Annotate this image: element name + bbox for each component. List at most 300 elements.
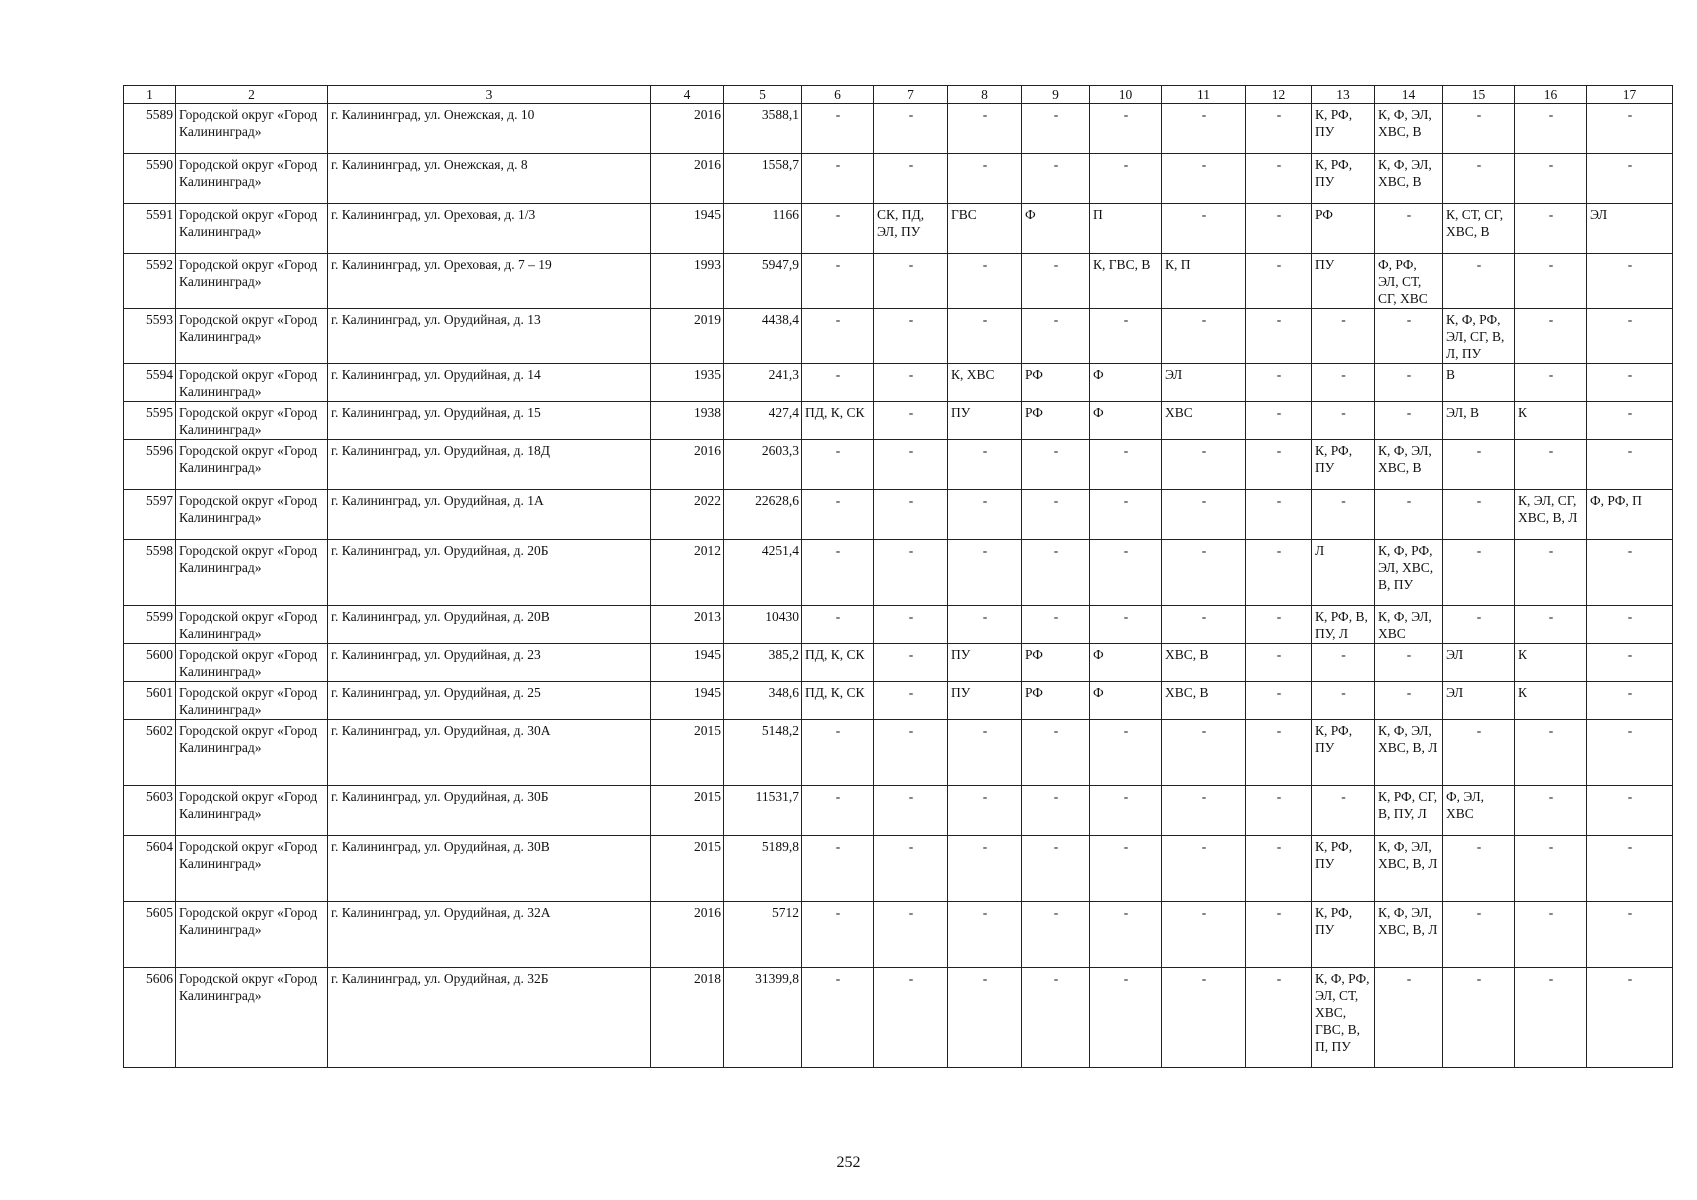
table-row	[124, 309, 1673, 364]
table-row	[124, 720, 1673, 786]
column-number-header: 7	[874, 86, 948, 104]
table-cell-col-3: г. Калининград, ул. Ореховая, д. 1/3	[328, 204, 651, 254]
table-row	[124, 154, 1673, 204]
column-number-header: 16	[1515, 86, 1587, 104]
table-cell-col-17: -	[1587, 402, 1673, 440]
table-cell-col-7: -	[874, 902, 948, 968]
table-cell-col-15: К, СТ, СГ, ХВС, В	[1443, 204, 1515, 254]
table-cell-col-10: Ф	[1090, 682, 1162, 720]
table-cell-col-7: СК, ПД, ЭЛ, ПУ	[874, 204, 948, 254]
table-cell-col-10: Ф	[1090, 364, 1162, 402]
table-cell-col-9: -	[1022, 254, 1090, 309]
table-cell-col-11: -	[1162, 606, 1246, 644]
table-cell-col-13: К, РФ, ПУ	[1312, 104, 1375, 154]
table-cell-col-17: -	[1587, 606, 1673, 644]
table-cell-col-13: К, РФ, ПУ	[1312, 836, 1375, 902]
table-cell-col-12: -	[1246, 786, 1312, 836]
table-cell-col-3: г. Калининград, ул. Орудийная, д. 14	[328, 364, 651, 402]
table-cell-col-15: -	[1443, 836, 1515, 902]
table-cell-col-7: -	[874, 644, 948, 682]
table-cell-col-3: г. Калининград, ул. Орудийная, д. 18Д	[328, 440, 651, 490]
table-cell-col-4: 2015	[651, 786, 724, 836]
table-cell-col-8: -	[948, 104, 1022, 154]
table-cell-col-1: 5597	[124, 490, 176, 540]
table-cell-col-8: ПУ	[948, 682, 1022, 720]
table-cell-col-2: Городской округ «Город Калининград»	[176, 254, 328, 309]
table-cell-col-14: -	[1375, 644, 1443, 682]
table-cell-col-15: -	[1443, 902, 1515, 968]
table-cell-col-10: -	[1090, 104, 1162, 154]
table-cell-col-11: ХВС	[1162, 402, 1246, 440]
table-cell-col-16: К	[1515, 644, 1587, 682]
table-cell-col-6: -	[802, 902, 874, 968]
table-cell-col-7: -	[874, 606, 948, 644]
table-cell-col-12: -	[1246, 606, 1312, 644]
table-cell-col-1: 5590	[124, 154, 176, 204]
table-row	[124, 104, 1673, 154]
table-cell-col-16: -	[1515, 364, 1587, 402]
table-row	[124, 364, 1673, 402]
table-cell-col-8: -	[948, 540, 1022, 606]
table-cell-col-2: Городской округ «Город Калининград»	[176, 720, 328, 786]
table-cell-col-14: К, Ф, ЭЛ, ХВС	[1375, 606, 1443, 644]
table-cell-col-10: -	[1090, 490, 1162, 540]
table-cell-col-13: К, РФ, ПУ	[1312, 440, 1375, 490]
table-cell-col-6: -	[802, 786, 874, 836]
table-cell-col-6: -	[802, 204, 874, 254]
table-cell-col-1: 5596	[124, 440, 176, 490]
table-cell-col-14: К, Ф, ЭЛ, ХВС, В	[1375, 104, 1443, 154]
table-cell-col-12: -	[1246, 204, 1312, 254]
table-cell-col-2: Городской округ «Город Калининград»	[176, 606, 328, 644]
table-cell-col-1: 5593	[124, 309, 176, 364]
table-row	[124, 540, 1673, 606]
table-cell-col-11: -	[1162, 309, 1246, 364]
table-cell-col-12: -	[1246, 402, 1312, 440]
table-cell-col-8: -	[948, 968, 1022, 1068]
table-cell-col-3: г. Калининград, ул. Онежская, д. 10	[328, 104, 651, 154]
table-cell-col-17: -	[1587, 104, 1673, 154]
table-cell-col-13: К, РФ, ПУ	[1312, 154, 1375, 204]
table-cell-col-6: -	[802, 606, 874, 644]
table-cell-col-4: 2019	[651, 309, 724, 364]
table-cell-col-16: К	[1515, 682, 1587, 720]
table-cell-col-16: -	[1515, 440, 1587, 490]
table-cell-col-9: РФ	[1022, 402, 1090, 440]
table-cell-col-8: -	[948, 720, 1022, 786]
table-cell-col-2: Городской округ «Город Калининград»	[176, 644, 328, 682]
table-cell-col-2: Городской округ «Город Калининград»	[176, 204, 328, 254]
table-cell-col-17: -	[1587, 440, 1673, 490]
table-cell-col-7: -	[874, 540, 948, 606]
table-cell-col-15: К, Ф, РФ, ЭЛ, СГ, В, Л, ПУ	[1443, 309, 1515, 364]
housing-register-table	[123, 85, 1673, 1068]
table-cell-col-13: -	[1312, 644, 1375, 682]
table-cell-col-14: -	[1375, 490, 1443, 540]
table-cell-col-1: 5599	[124, 606, 176, 644]
table-cell-col-12: -	[1246, 490, 1312, 540]
table-cell-col-17: -	[1587, 254, 1673, 309]
table-cell-col-16: -	[1515, 606, 1587, 644]
table-cell-col-15: ЭЛ	[1443, 682, 1515, 720]
table-cell-col-16: -	[1515, 836, 1587, 902]
table-cell-col-12: -	[1246, 309, 1312, 364]
table-cell-col-9: -	[1022, 836, 1090, 902]
table-cell-col-3: г. Калининград, ул. Онежская, д. 8	[328, 154, 651, 204]
table-cell-col-15: -	[1443, 720, 1515, 786]
table-cell-col-9: -	[1022, 606, 1090, 644]
table-cell-col-1: 5595	[124, 402, 176, 440]
table-cell-col-16: -	[1515, 968, 1587, 1068]
table-cell-col-7: -	[874, 309, 948, 364]
table-cell-col-16: -	[1515, 309, 1587, 364]
table-cell-col-11: -	[1162, 490, 1246, 540]
table-cell-col-4: 1945	[651, 204, 724, 254]
table-cell-col-3: г. Калининград, ул. Орудийная, д. 20Б	[328, 540, 651, 606]
column-number-header: 2	[176, 86, 328, 104]
table-cell-col-8: -	[948, 490, 1022, 540]
column-number-header: 6	[802, 86, 874, 104]
table-cell-col-14: К, Ф, ЭЛ, ХВС, В, Л	[1375, 720, 1443, 786]
table-cell-col-12: -	[1246, 968, 1312, 1068]
table-cell-col-13: К, РФ, ПУ	[1312, 902, 1375, 968]
table-cell-col-13: -	[1312, 309, 1375, 364]
table-cell-col-17: -	[1587, 836, 1673, 902]
table-cell-col-17: -	[1587, 682, 1673, 720]
table-cell-col-10: -	[1090, 154, 1162, 204]
table-row	[124, 682, 1673, 720]
page-number: 252	[836, 1154, 861, 1171]
table-cell-col-7: -	[874, 154, 948, 204]
table-body	[124, 104, 1673, 1068]
table-cell-col-17: -	[1587, 154, 1673, 204]
table-cell-col-1: 5600	[124, 644, 176, 682]
table-cell-col-1: 5589	[124, 104, 176, 154]
table-cell-col-17: -	[1587, 720, 1673, 786]
table-cell-col-14: -	[1375, 204, 1443, 254]
table-cell-col-12: -	[1246, 364, 1312, 402]
table-cell-col-10: Ф	[1090, 644, 1162, 682]
table-cell-col-12: -	[1246, 104, 1312, 154]
table-cell-col-9: РФ	[1022, 364, 1090, 402]
table-cell-col-5: 5189,8	[724, 836, 802, 902]
table-cell-col-10: -	[1090, 786, 1162, 836]
table-cell-col-14: К, Ф, ЭЛ, ХВС, В, Л	[1375, 902, 1443, 968]
table-cell-col-9: -	[1022, 968, 1090, 1068]
table-cell-col-11: -	[1162, 786, 1246, 836]
table-cell-col-4: 2016	[651, 902, 724, 968]
table-cell-col-16: -	[1515, 254, 1587, 309]
table-cell-col-2: Городской округ «Город Калининград»	[176, 836, 328, 902]
table-row	[124, 254, 1673, 309]
table-cell-col-11: -	[1162, 540, 1246, 606]
table-cell-col-12: -	[1246, 154, 1312, 204]
table-cell-col-3: г. Калининград, ул. Орудийная, д. 15	[328, 402, 651, 440]
table-row	[124, 204, 1673, 254]
table-cell-col-2: Городской округ «Город Калининград»	[176, 540, 328, 606]
table-cell-col-9: -	[1022, 440, 1090, 490]
table-cell-col-7: -	[874, 364, 948, 402]
table-cell-col-9: Ф	[1022, 204, 1090, 254]
table-cell-col-5: 31399,8	[724, 968, 802, 1068]
table-cell-col-10: К, ГВС, В	[1090, 254, 1162, 309]
table-cell-col-2: Городской округ «Город Калининград»	[176, 309, 328, 364]
table-cell-col-12: -	[1246, 540, 1312, 606]
table-cell-col-2: Городской округ «Город Калининград»	[176, 786, 328, 836]
column-number-header: 10	[1090, 86, 1162, 104]
table-cell-col-2: Городской округ «Город Калининград»	[176, 402, 328, 440]
table-cell-col-1: 5598	[124, 540, 176, 606]
table-cell-col-16: К, ЭЛ, СГ, ХВС, В, Л	[1515, 490, 1587, 540]
table-cell-col-1: 5604	[124, 836, 176, 902]
table-cell-col-7: -	[874, 720, 948, 786]
table-cell-col-1: 5606	[124, 968, 176, 1068]
table-cell-col-17: Ф, РФ, П	[1587, 490, 1673, 540]
table-cell-col-1: 5592	[124, 254, 176, 309]
table-cell-col-17: -	[1587, 309, 1673, 364]
table-cell-col-14: К, Ф, РФ, ЭЛ, ХВС, В, ПУ	[1375, 540, 1443, 606]
table-cell-col-7: -	[874, 402, 948, 440]
table-cell-col-13: К, РФ, В, ПУ, Л	[1312, 606, 1375, 644]
table-cell-col-3: г. Калининград, ул. Орудийная, д. 30В	[328, 836, 651, 902]
table-row	[124, 968, 1673, 1068]
table-cell-col-16: -	[1515, 204, 1587, 254]
table-cell-col-7: -	[874, 682, 948, 720]
table-cell-col-6: -	[802, 720, 874, 786]
table-cell-col-6: ПД, К, СК	[802, 402, 874, 440]
table-cell-col-8: -	[948, 254, 1022, 309]
table-cell-col-14: К, Ф, ЭЛ, ХВС, В, Л	[1375, 836, 1443, 902]
table-cell-col-16: -	[1515, 540, 1587, 606]
table-cell-col-5: 10430	[724, 606, 802, 644]
table-cell-col-9: -	[1022, 902, 1090, 968]
table-cell-col-2: Городской округ «Город Калининград»	[176, 490, 328, 540]
table-row	[124, 606, 1673, 644]
table-cell-col-17: -	[1587, 786, 1673, 836]
table-cell-col-15: В	[1443, 364, 1515, 402]
table-cell-col-8: -	[948, 440, 1022, 490]
table-cell-col-7: -	[874, 490, 948, 540]
table-cell-col-5: 241,3	[724, 364, 802, 402]
table-cell-col-5: 5947,9	[724, 254, 802, 309]
table-cell-col-7: -	[874, 440, 948, 490]
table-cell-col-6: -	[802, 540, 874, 606]
table-cell-col-17: ЭЛ	[1587, 204, 1673, 254]
table-cell-col-17: -	[1587, 902, 1673, 968]
table-cell-col-7: -	[874, 968, 948, 1068]
table-cell-col-7: -	[874, 786, 948, 836]
table-cell-col-1: 5594	[124, 364, 176, 402]
table-cell-col-11: К, П	[1162, 254, 1246, 309]
table-cell-col-15: -	[1443, 968, 1515, 1068]
column-number-header: 13	[1312, 86, 1375, 104]
table-cell-col-5: 385,2	[724, 644, 802, 682]
table-cell-col-10: -	[1090, 720, 1162, 786]
table-cell-col-1: 5591	[124, 204, 176, 254]
table-cell-col-16: -	[1515, 786, 1587, 836]
table-cell-col-14: -	[1375, 364, 1443, 402]
table-cell-col-3: г. Калининград, ул. Орудийная, д. 30Б	[328, 786, 651, 836]
table-cell-col-13: -	[1312, 490, 1375, 540]
table-cell-col-17: -	[1587, 968, 1673, 1068]
table-cell-col-15: -	[1443, 104, 1515, 154]
table-cell-col-5: 1558,7	[724, 154, 802, 204]
table-cell-col-5: 1166	[724, 204, 802, 254]
table-cell-col-1: 5602	[124, 720, 176, 786]
column-number-header: 8	[948, 86, 1022, 104]
table-cell-col-3: г. Калининград, ул. Орудийная, д. 32А	[328, 902, 651, 968]
table-cell-col-9: -	[1022, 720, 1090, 786]
table-cell-col-7: -	[874, 836, 948, 902]
column-number-header: 3	[328, 86, 651, 104]
table-cell-col-6: -	[802, 154, 874, 204]
table-cell-col-4: 1993	[651, 254, 724, 309]
table-cell-col-15: -	[1443, 540, 1515, 606]
table-cell-col-7: -	[874, 104, 948, 154]
table-cell-col-5: 5148,2	[724, 720, 802, 786]
table-cell-col-13: К, Ф, РФ, ЭЛ, СТ, ХВС, ГВС, В, П, ПУ	[1312, 968, 1375, 1068]
table-cell-col-15: ЭЛ, В	[1443, 402, 1515, 440]
table-cell-col-15: -	[1443, 440, 1515, 490]
table-cell-col-2: Городской округ «Город Калининград»	[176, 440, 328, 490]
table-cell-col-8: ГВС	[948, 204, 1022, 254]
table-cell-col-3: г. Калининград, ул. Орудийная, д. 30А	[328, 720, 651, 786]
table-cell-col-5: 4251,4	[724, 540, 802, 606]
table-cell-col-8: -	[948, 902, 1022, 968]
table-cell-col-14: К, Ф, ЭЛ, ХВС, В	[1375, 440, 1443, 490]
table-cell-col-4: 1938	[651, 402, 724, 440]
table-cell-col-9: -	[1022, 540, 1090, 606]
table-cell-col-2: Городской округ «Город Калининград»	[176, 968, 328, 1068]
table-cell-col-1: 5601	[124, 682, 176, 720]
table-cell-col-9: -	[1022, 309, 1090, 364]
table-cell-col-13: -	[1312, 364, 1375, 402]
table-cell-col-8: -	[948, 309, 1022, 364]
column-number-header: 1	[124, 86, 176, 104]
table-cell-col-10: -	[1090, 836, 1162, 902]
table-cell-col-12: -	[1246, 682, 1312, 720]
table-cell-col-14: Ф, РФ, ЭЛ, СТ, СГ, ХВС	[1375, 254, 1443, 309]
table-cell-col-11: ХВС, В	[1162, 682, 1246, 720]
table-cell-col-12: -	[1246, 720, 1312, 786]
table-cell-col-2: Городской округ «Город Калининград»	[176, 682, 328, 720]
table-cell-col-3: г. Калининград, ул. Орудийная, д. 20В	[328, 606, 651, 644]
table-cell-col-11: -	[1162, 836, 1246, 902]
table-cell-col-4: 2012	[651, 540, 724, 606]
table-cell-col-14: -	[1375, 402, 1443, 440]
table-cell-col-8: -	[948, 836, 1022, 902]
column-number-header: 9	[1022, 86, 1090, 104]
table-cell-col-5: 4438,4	[724, 309, 802, 364]
table-cell-col-11: -	[1162, 968, 1246, 1068]
table-row	[124, 644, 1673, 682]
table-cell-col-5: 22628,6	[724, 490, 802, 540]
table-cell-col-2: Городской округ «Город Калининград»	[176, 364, 328, 402]
table-cell-col-8: К, ХВС	[948, 364, 1022, 402]
table-cell-col-9: РФ	[1022, 682, 1090, 720]
table-cell-col-2: Городской округ «Город Калининград»	[176, 902, 328, 968]
table-cell-col-13: -	[1312, 402, 1375, 440]
table-cell-col-6: -	[802, 309, 874, 364]
table-cell-col-8: -	[948, 606, 1022, 644]
table-cell-col-2: Городской округ «Город Калининград»	[176, 104, 328, 154]
table-cell-col-16: -	[1515, 104, 1587, 154]
table-cell-col-17: -	[1587, 644, 1673, 682]
table-cell-col-16: -	[1515, 902, 1587, 968]
table-row	[124, 490, 1673, 540]
table-cell-col-14: К, Ф, ЭЛ, ХВС, В	[1375, 154, 1443, 204]
table-cell-col-10: -	[1090, 309, 1162, 364]
table-cell-col-15: -	[1443, 490, 1515, 540]
table-cell-col-10: -	[1090, 968, 1162, 1068]
table-row	[124, 440, 1673, 490]
table-cell-col-3: г. Калининград, ул. Орудийная, д. 1А	[328, 490, 651, 540]
table-cell-col-12: -	[1246, 902, 1312, 968]
table-cell-col-14: -	[1375, 682, 1443, 720]
table-cell-col-1: 5605	[124, 902, 176, 968]
table-cell-col-11: ЭЛ	[1162, 364, 1246, 402]
table-cell-col-9: -	[1022, 786, 1090, 836]
table-cell-col-6: -	[802, 104, 874, 154]
table-cell-col-4: 2015	[651, 836, 724, 902]
table-cell-col-7: -	[874, 254, 948, 309]
table-cell-col-15: Ф, ЭЛ, ХВС	[1443, 786, 1515, 836]
table-cell-col-4: 2022	[651, 490, 724, 540]
table-cell-col-8: ПУ	[948, 644, 1022, 682]
table-cell-col-10: -	[1090, 902, 1162, 968]
table-cell-col-11: -	[1162, 440, 1246, 490]
table-row	[124, 402, 1673, 440]
column-number-row	[124, 86, 1673, 104]
table-cell-col-4: 2018	[651, 968, 724, 1068]
table-cell-col-12: -	[1246, 254, 1312, 309]
table-cell-col-10: -	[1090, 606, 1162, 644]
table-cell-col-4: 1945	[651, 644, 724, 682]
column-number-header: 5	[724, 86, 802, 104]
table-cell-col-11: -	[1162, 154, 1246, 204]
table-cell-col-4: 1935	[651, 364, 724, 402]
table-cell-col-9: -	[1022, 104, 1090, 154]
table-cell-col-9: -	[1022, 490, 1090, 540]
table-cell-col-5: 11531,7	[724, 786, 802, 836]
column-number-header: 4	[651, 86, 724, 104]
table-cell-col-9: РФ	[1022, 644, 1090, 682]
table-cell-col-13: Л	[1312, 540, 1375, 606]
table-cell-col-10: П	[1090, 204, 1162, 254]
table-cell-col-11: -	[1162, 204, 1246, 254]
column-number-header: 11	[1162, 86, 1246, 104]
table-cell-col-6: ПД, К, СК	[802, 644, 874, 682]
table-cell-col-8: -	[948, 786, 1022, 836]
table-cell-col-8: ПУ	[948, 402, 1022, 440]
table-cell-col-12: -	[1246, 644, 1312, 682]
table-cell-col-16: К	[1515, 402, 1587, 440]
table-cell-col-14: -	[1375, 968, 1443, 1068]
table-cell-col-16: -	[1515, 154, 1587, 204]
table-cell-col-5: 2603,3	[724, 440, 802, 490]
table-cell-col-13: К, РФ, ПУ	[1312, 720, 1375, 786]
table-cell-col-6: -	[802, 440, 874, 490]
table-cell-col-12: -	[1246, 836, 1312, 902]
table-cell-col-4: 2016	[651, 104, 724, 154]
table-cell-col-4: 2016	[651, 154, 724, 204]
column-number-header: 12	[1246, 86, 1312, 104]
table-cell-col-14: К, РФ, СГ, В, ПУ, Л	[1375, 786, 1443, 836]
table-cell-col-4: 1945	[651, 682, 724, 720]
table-cell-col-5: 348,6	[724, 682, 802, 720]
table-cell-col-16: -	[1515, 720, 1587, 786]
table-cell-col-8: -	[948, 154, 1022, 204]
